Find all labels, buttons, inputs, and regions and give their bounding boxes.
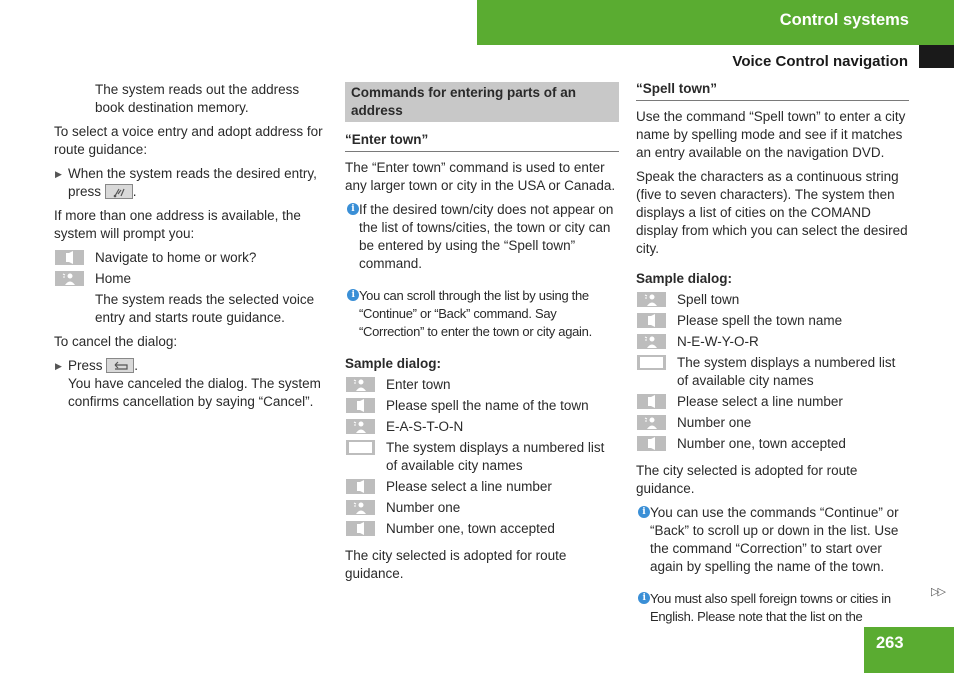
dialog-row: [54, 249, 330, 267]
section-heading: Commands for entering parts of an address: [345, 82, 619, 122]
dialog-text: Please select a line number: [386, 479, 552, 494]
dialog-row: [636, 393, 909, 411]
info-icon: i: [347, 203, 359, 215]
subsection-title: Voice Control navigation: [732, 53, 908, 70]
system-speaker-icon: [637, 394, 666, 409]
command-heading: “Spell town”: [636, 80, 909, 101]
dialog-text: The system displays a numbered list of available city names: [386, 440, 605, 473]
dialog-text: Number one, town accepted: [386, 521, 555, 536]
user-speaking-icon: [346, 500, 375, 515]
dialog-row: [345, 520, 619, 538]
info-note: [636, 590, 909, 626]
info-icon: i: [347, 289, 359, 301]
info-note: [345, 201, 619, 273]
closing-text: The city selected is adopted for route guidance.: [636, 463, 858, 496]
intro-text: The system reads out the address book destination memory.: [95, 82, 300, 115]
sample-dialog-heading: Sample dialog:: [636, 271, 733, 286]
dialog-row: [345, 397, 619, 415]
info-icon: i: [638, 592, 650, 604]
talk-button-icon: [105, 184, 133, 199]
user-speaking-icon: [346, 419, 375, 434]
dialog-text: N-E-W-Y-O-R: [677, 334, 759, 349]
user-speaking-icon: [637, 334, 666, 349]
dialog-row: [636, 333, 909, 351]
dialog-row: [636, 291, 909, 309]
dialog-row: [636, 312, 909, 330]
system-speaker-icon: [55, 250, 84, 265]
dialog-text: Number one: [677, 415, 752, 430]
dialog-text: Spell town: [677, 292, 740, 307]
column-right: [636, 80, 909, 640]
command-description: Use the command “Spell town” to enter a city name by spelling mode and see if it matches an entry available on the navigation DVD.: [636, 109, 906, 160]
dialog-text: Enter town: [386, 377, 451, 392]
system-speaker-icon: [346, 398, 375, 413]
column-middle: [345, 82, 619, 589]
dialog-row: [345, 439, 619, 475]
dialog-text: Navigate to home or work?: [95, 250, 257, 265]
dialog-row: [345, 499, 619, 517]
cancel-paragraph: To cancel the dialog:: [54, 334, 178, 349]
column-left: [54, 81, 330, 417]
dialog-text: Number one, town accepted: [677, 436, 846, 451]
page-number-box: [864, 627, 954, 673]
header-bar: [477, 0, 954, 45]
dialog-row: [636, 354, 909, 390]
user-speaking-icon: [637, 415, 666, 430]
section-title: Control systems: [779, 11, 909, 29]
dialog-text: Please spell the name of the town: [386, 398, 589, 413]
page-number: 263: [876, 634, 904, 652]
user-speaking-icon: [55, 271, 84, 286]
dialog-text: The system displays a numbered list of available city names: [677, 355, 896, 388]
info-note: [345, 287, 619, 341]
step-text: When the system reads the desired entry, press: [68, 166, 317, 199]
info-text: If the desired town/city does not appear on the list of towns/cities, the town or city can be entered by using the “Spell town” command.: [359, 202, 614, 271]
back-button-icon: [106, 358, 134, 373]
display-icon: [346, 440, 375, 455]
continued-arrow-icon: ▷▷: [931, 586, 944, 598]
select-paragraph: To select a voice entry and adopt address for route guidance:: [54, 124, 323, 157]
dialog-row: [345, 376, 619, 394]
user-speaking-icon: [346, 377, 375, 392]
step-arrow-icon: ▶: [55, 169, 62, 179]
info-text: You must also spell foreign towns or cities in English. Please note that the list on the: [650, 591, 891, 624]
info-text: You can use the commands “Continue” or “Back” to scroll up or down in the list. Use the command “Correction” to start over again by spelling the name of the town.: [650, 505, 899, 574]
system-speaker-icon: [346, 521, 375, 536]
dialog-row: [636, 435, 909, 453]
info-text: You can scroll through the list by using the “Continue” or “Back” command. Say “Correction” to enter the town or city again.: [359, 288, 592, 339]
command-description: The “Enter town” command is used to enter any larger town or city in the USA or Canada.: [345, 160, 616, 193]
system-speaker-icon: [346, 479, 375, 494]
dialog-note: The system reads the selected voice entry and starts route guidance.: [95, 292, 315, 325]
system-speaker-icon: [637, 313, 666, 328]
step-arrow-icon: ▶: [55, 361, 62, 371]
cancel-result: You have canceled the dialog. The system confirms cancellation by saying “Cancel”.: [68, 376, 321, 409]
step-cancel: ▶ Press . You have canceled the dialog. The system confirms cancellation by saying “Cancel”.: [54, 357, 330, 411]
cancel-step-text: Press: [68, 358, 103, 373]
command-description-2: Speak the characters as a continuous string (five to seven characters). The system then displays a list of cities on the COMAND display from which you can select the desired city.: [636, 169, 908, 256]
info-icon: i: [638, 506, 650, 518]
dialog-text: E-A-S-T-O-N: [386, 419, 464, 434]
command-heading: “Enter town”: [345, 131, 619, 152]
dialog-text: Please spell the town name: [677, 313, 843, 328]
info-note: [636, 504, 909, 576]
multi-address-paragraph: If more than one address is available, the system will prompt you:: [54, 208, 301, 241]
dialog-text: Please select a line number: [677, 394, 843, 409]
dialog-text: Number one: [386, 500, 461, 515]
chapter-tab: [919, 45, 954, 68]
display-icon: [637, 355, 666, 370]
dialog-row: [54, 270, 330, 288]
step-press-talk: ▶ When the system reads the desired entry, press .: [55, 166, 317, 199]
dialog-row: [345, 418, 619, 436]
sample-dialog-heading: Sample dialog:: [345, 356, 442, 371]
closing-text: The city selected is adopted for route guidance.: [345, 548, 567, 581]
dialog-row: [345, 478, 619, 496]
user-speaking-icon: [637, 292, 666, 307]
system-speaker-icon: [637, 436, 666, 451]
dialog-row: [636, 414, 909, 432]
dialog-text: Home: [95, 271, 132, 286]
